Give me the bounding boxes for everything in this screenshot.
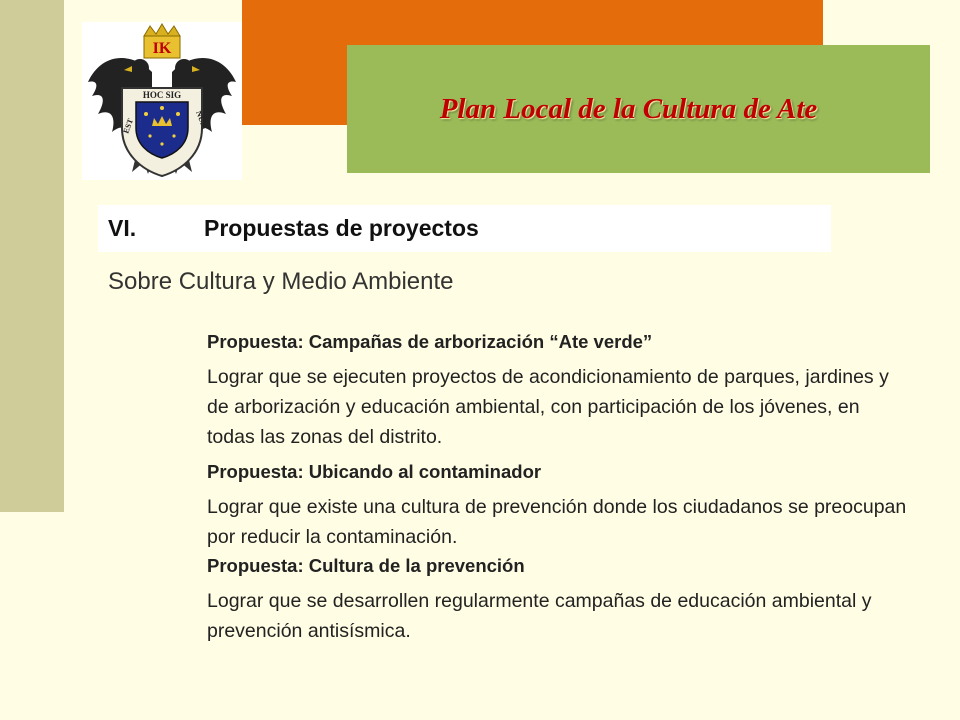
- page-title: Plan Local de la Cultura de Ate: [439, 92, 818, 125]
- svg-text:NUM: NUM: [194, 109, 210, 131]
- proposal-body: Lograr que se ejecuten proyectos de acondicionamiento de parques, jardines y de arborización y educación ambiental, con participación de los jóvenes, en todas las zonas del distrito.: [207, 366, 889, 448]
- svg-text:EST: EST: [121, 117, 136, 135]
- title-banner: [347, 45, 930, 173]
- proposals-list: [207, 330, 907, 646]
- proposal-body: Lograr que existe una cultura de prevención donde los ciudadanos se preocupan por reducir la contaminación.: [207, 496, 907, 548]
- proposal-title: Propuesta: Campañas de arborización “Ate verde”: [207, 331, 653, 352]
- coat-of-arms-logo: [82, 22, 242, 180]
- svg-text:HOC SIG: HOC SIG: [142, 90, 182, 100]
- coat-of-arms-icon: [82, 22, 242, 180]
- proposal-title: Propuesta: Ubicando al contaminador: [207, 461, 542, 482]
- section-heading-bar: [98, 205, 831, 252]
- section-heading: Propuestas de proyectos: [204, 215, 479, 241]
- subtitle: Sobre Cultura y Medio Ambiente: [108, 268, 454, 295]
- proposal-body: Lograr que se desarrollen regularmente campañas de educación ambiental y prevención antisísmica.: [207, 590, 872, 642]
- left-accent-bar: [0, 0, 64, 512]
- section-number: VI.: [108, 215, 137, 241]
- proposal-title: Propuesta: Cultura de la prevención: [207, 555, 525, 576]
- crown-letters: IK: [152, 40, 172, 57]
